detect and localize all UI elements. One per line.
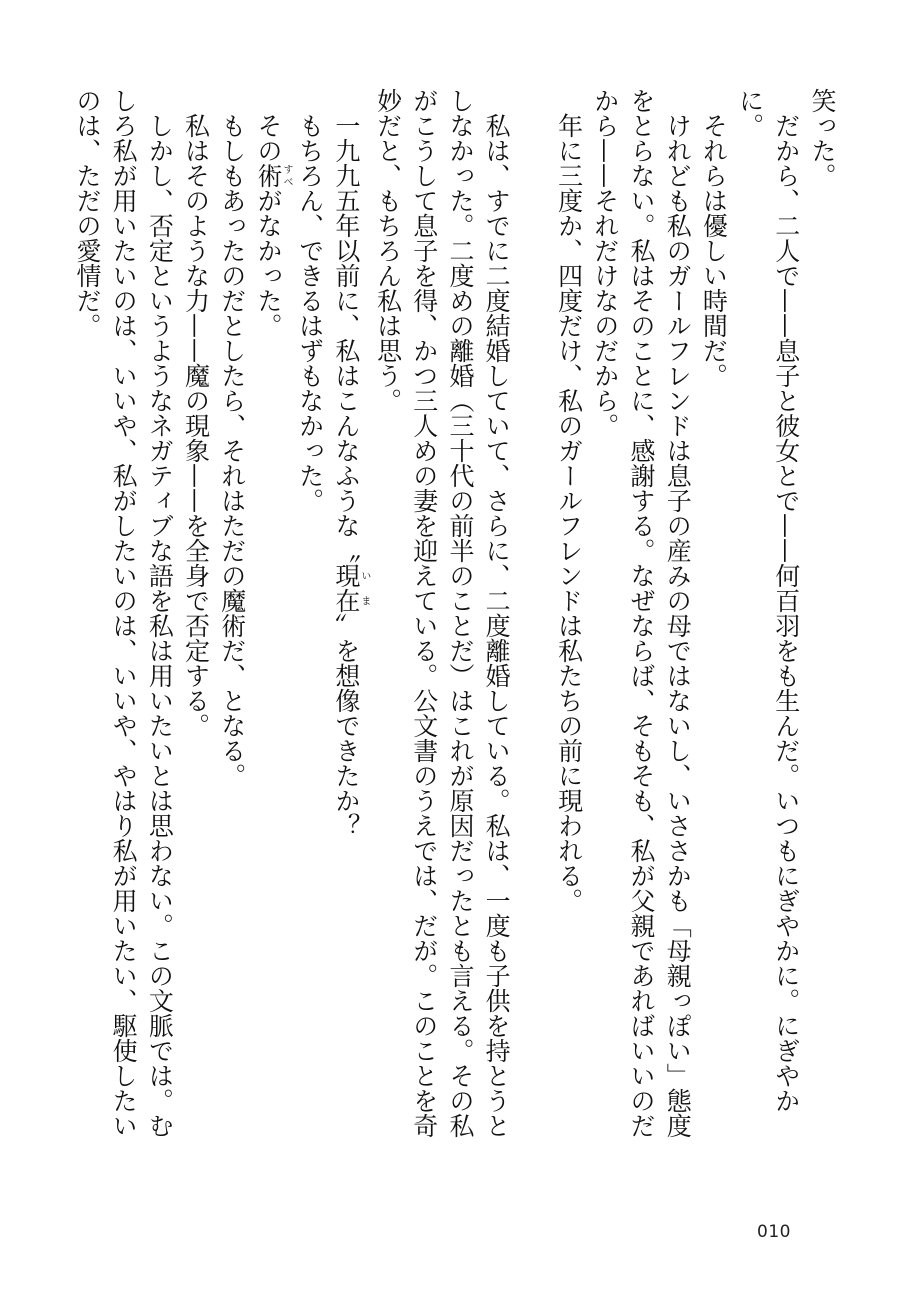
paragraph-12: しかし、否定というようなネガティブな語を私は用いたいとは思わない。この文脈では。むしろ私が用いたいのは、いいや、私がしたいのは、いいや、やはり私が用いたい、駆使したいのは、ただの愛情だ。 — [72, 88, 175, 1138]
paragraph-1: 笑った。 — [808, 88, 837, 188]
section-break — [514, 88, 550, 89]
paragraph-7-before: 一九九五年以前に、私はこんなふうな〝 — [331, 113, 361, 563]
ruby-genzai — [331, 563, 370, 613]
paragraph-9-after: がなかった。 — [253, 188, 283, 338]
ruby-genzai-reading: いま — [358, 563, 370, 613]
paragraph-9-before: その — [253, 113, 283, 163]
paragraph-4: けれども私のガールフレンドは息子の産みの母ではないし、いささかも「母親っぽい」態度をとらない。私はそのことに、感謝する。なぜならば、そもそも、私が父親であればいいのだから——それだけなのだから。 — [590, 88, 693, 1138]
paragraph-2: だから、二人で——息子と彼女とで——何百羽をも生んだ。いつもにぎやかに。にぎやかに。 — [735, 88, 801, 1113]
paragraph-11: 私はそのような力——魔の現象——を全身で否定する。 — [181, 113, 211, 738]
ruby-sube-base: 術 — [253, 163, 283, 188]
ruby-sube-reading: すべ — [280, 163, 292, 188]
page-number: 010 — [757, 1222, 791, 1242]
paragraph-3: それらは優しい時間だ。 — [699, 113, 729, 388]
paragraph-5: 年に三度か、四度だけ、私のガールフレンドは私たちの前に現われる。 — [554, 113, 584, 913]
paragraph-9 — [250, 88, 292, 1148]
paragraph-6: 私は、すでに二度結婚していて、さらに、二度離婚している。私は、一度も子供を持とうとしなかった。二度めの離婚（三十代の前半のことだ）はこれが原因だったとも言える。その私がこうして息子を得、かつ三人めの妻を迎えている。公文書のうえでは、だが。このことを奇妙だと、もちろん私は思う。 — [373, 88, 512, 1138]
paragraph-7-after: 〟を想像できたか？ — [331, 613, 361, 838]
vertical-text-body — [50, 88, 840, 1148]
ruby-genzai-base: 現在 — [331, 563, 361, 613]
paragraph-7 — [328, 88, 370, 1148]
paragraph-8: もちろん、できるはずもなかった。 — [295, 113, 325, 513]
paragraph-10: もしもあったのだとしたら、それはただの魔術だ、となる。 — [217, 113, 247, 788]
ruby-sube — [253, 163, 292, 188]
